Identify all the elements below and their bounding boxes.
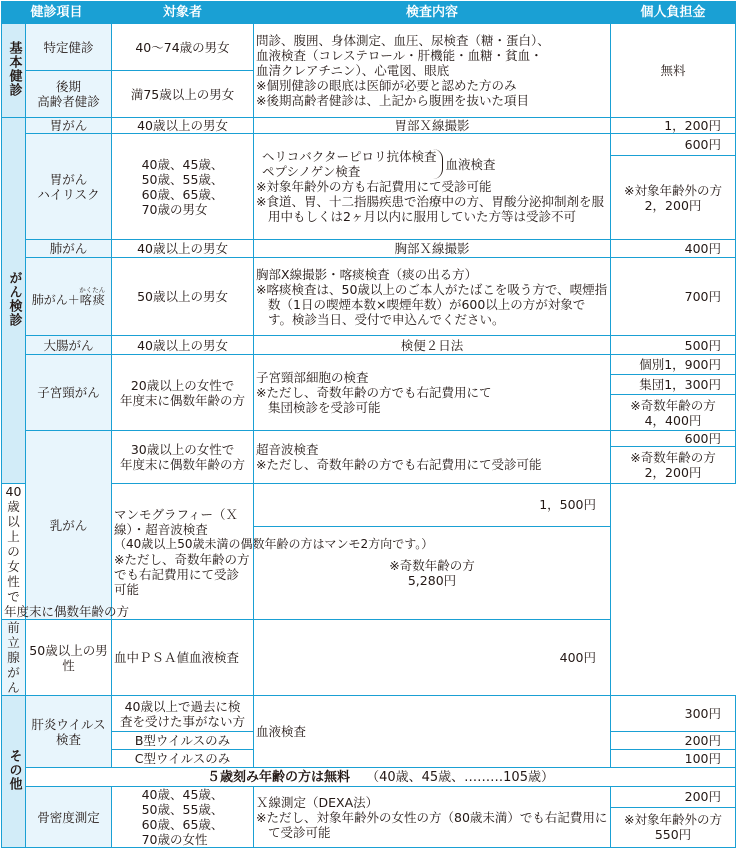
row-stomach-cancer: [2, 118, 736, 134]
row-colon-cancer: [2, 336, 736, 355]
cost-breast-ultrasound: 600円: [611, 431, 736, 447]
item-lung-cancer: 肺がん: [26, 240, 112, 258]
row-cervical-cancer: [2, 355, 736, 375]
cost-cervical-odd: ※奇数年齢の方 4，400円: [611, 395, 736, 431]
content-stomach-cancer: 胃部Ｘ線撮影: [254, 118, 611, 134]
target-specific-checkup: 40～74歳の男女: [112, 24, 254, 71]
blood-test-brace: [262, 149, 443, 179]
header-target: 対象者: [112, 2, 254, 24]
item-hepatitis: 肝炎ウイルス 検査: [26, 696, 112, 768]
cost-lung-sputum: 700円: [611, 258, 736, 336]
basic-content-line: ※個別健診の眼底は医師が必要と認めた方のみ: [256, 78, 517, 93]
cost-lung-cancer: 400円: [611, 240, 736, 258]
free-note-range: （40歳、45歳、………105歳）: [366, 769, 554, 785]
cost-hepatitis-b: 200円: [611, 732, 736, 750]
basic-content-line: 問診、腹囲、身体測定、血圧、尿検査（糖・蛋白）、: [256, 33, 550, 48]
target-prostate-cancer: 50歳以上の男性: [26, 620, 112, 696]
content-stomach-high-risk: [254, 134, 611, 240]
content-lung-cancer: 胸部Ｘ線撮影: [254, 240, 611, 258]
item-stomach-high-risk: 胃がん ハイリスク: [26, 134, 112, 240]
cost-cervical-group: 集団1，300円: [611, 375, 736, 395]
row-lung-sputum: [2, 258, 736, 336]
target-lung-sputum: 50歳以上の男女: [112, 258, 254, 336]
test-pepsinogen: ペプシノゲン検査: [262, 164, 361, 179]
item-late-elderly-checkup: 後期 高齢者健診: [26, 71, 112, 118]
cost-breast-mammography-odd: ※奇数年齢の方 5,280円: [254, 526, 611, 619]
cost-hepatitis-c: 100円: [611, 750, 736, 768]
row-prostate-cancer: [2, 620, 736, 696]
row-breast-mammography: [2, 484, 736, 527]
item-specific-checkup: 特定健診: [26, 24, 112, 71]
cost-breast-mammography: 1，500円: [254, 484, 611, 527]
note-stomach-hr: ※対象年齢外の方も右記費用にて受診可能: [256, 179, 492, 194]
content-breast-mammography: マンモグラフィー（Ｘ線）・超音波検査 （40歳以上50歳未満の偶数年齢の方はマンモ2方向です。） ※ただし、奇数年齢の方でも右記費用にて受診可能: [112, 484, 254, 620]
item-colon-cancer: 大腸がん: [26, 336, 112, 355]
cost-bone-density-other: ※対象年齢外の方 550円: [611, 807, 736, 847]
note-stomach-hr: ※食道、胃、十二指腸疾患で治療中の方、胃酸分泌抑制剤を服用中もしくは2ヶ月以内に服用していた方等は受診不可: [256, 194, 604, 224]
item-stomach-cancer: 胃がん: [26, 118, 112, 134]
target-lung-cancer: 40歳以上の男女: [112, 240, 254, 258]
item-breast-cancer: 乳がん: [26, 431, 112, 620]
content-cervical-cancer: 子宮頸部細胞の検査 ※ただし、奇数年齢の方でも右記費用にて 集団検診を受診可能: [254, 355, 611, 431]
target-breast-ultrasound: 30歳以上の女性で 年度末に偶数年齢の方: [112, 431, 254, 484]
item-prostate-cancer: 前立腺がん: [2, 620, 26, 696]
cost-bone-density: 200円: [611, 787, 736, 808]
target-stomach-cancer: 40歳以上の男女: [112, 118, 254, 134]
row-lung-cancer: [2, 240, 736, 258]
cost-stomach-high-risk: 600円: [611, 134, 736, 156]
cost-stomach-cancer: 1，200円: [611, 118, 736, 134]
item-bone-density: 骨密度測定: [26, 787, 112, 848]
test-blood-label: 血液検査: [445, 156, 496, 172]
content-lung-sputum: 胸部X線撮影・喀痰検査（痰の出る方） ※喀痰検査は、50歳以上のご本人がたばこを吸う方で、喫煙指数（1日の喫煙本数×喫煙年数）が600以上の方が対象です。検診当日、受付で申込んでください。: [254, 258, 611, 336]
cost-breast-ultrasound-odd: ※奇数年齢の方 2，200円: [611, 447, 736, 484]
health-checkup-table: [1, 1, 736, 848]
cost-prostate-cancer: 400円: [254, 620, 611, 696]
basic-content-line: 血清クレアチニン）、心電図、眼底: [256, 63, 450, 78]
basic-content-line: 血液検査（コレステロール・肝機能・血糖・貧血・: [256, 48, 543, 63]
header-item: 健診項目: [2, 2, 112, 24]
header-row: [2, 2, 736, 24]
cost-cervical-individual: 個別1，900円: [611, 355, 736, 375]
content-prostate-cancer: 血中ＰＳＡ値血液検査: [112, 620, 254, 696]
cost-stomach-high-risk-other: ※対象年齢外の方 2，200円: [611, 156, 736, 240]
cost-basic: 無料: [611, 24, 736, 118]
category-basic: 基本健診: [2, 24, 26, 118]
content-bone-density: Ｘ線測定（DEXA法） ※ただし、対象年齢外の女性の方（80歳未満）でも右記費用にて受診可能: [254, 787, 611, 848]
row-hepatitis: [2, 696, 736, 732]
row-free-note: [2, 768, 736, 787]
target-hepatitis-b: B型ウイルスのみ: [112, 732, 254, 750]
target-colon-cancer: 40歳以上の男女: [112, 336, 254, 355]
content-basic: [254, 24, 611, 118]
item-cervical-cancer: 子宮頸がん: [26, 355, 112, 431]
header-content: 検査内容: [254, 2, 611, 24]
cost-colon-cancer: 500円: [611, 336, 736, 355]
category-cancer: がん検診: [2, 118, 26, 484]
category-other: その他: [2, 696, 26, 848]
target-cervical-cancer: 20歳以上の女性で 年度末に偶数年齢の方: [112, 355, 254, 431]
item-lung-sputum: 肺がん＋喀痰かくたん: [26, 258, 112, 336]
row-specific-checkup: [2, 24, 736, 71]
target-stomach-high-risk: 40歳、45歳、 50歳、55歳、 60歳、65歳、 70歳の男女: [112, 134, 254, 240]
target-hepatitis-c: C型ウイルスのみ: [112, 750, 254, 768]
target-breast-mammography: 40歳以上の女性で 年度末に偶数年齢の方: [2, 484, 26, 620]
row-stomach-high-risk: [2, 134, 736, 156]
row-breast-ultrasound: [2, 431, 736, 447]
row-bone-density: [2, 787, 736, 808]
free-note-main: ５歳刻み年齢の方は無料: [207, 769, 351, 785]
target-late-elderly-checkup: 満75歳以上の男女: [112, 71, 254, 118]
target-hepatitis: 40歳以上で過去に検 査を受けた事がない方: [112, 696, 254, 732]
cost-hepatitis: 300円: [611, 696, 736, 732]
target-bone-density: 40歳、45歳、 50歳、55歳、 60歳、65歳、 70歳の女性: [112, 787, 254, 848]
basic-content-line: ※後期高齢者健診は、上記から腹囲を抜いた項目: [256, 93, 529, 108]
free-age-note: [26, 768, 736, 787]
content-colon-cancer: 検便２日法: [254, 336, 611, 355]
header-cost: 個人負担金: [611, 2, 736, 24]
content-breast-ultrasound: 超音波検査 ※ただし、奇数年齢の方でも右記費用にて受診可能: [254, 431, 611, 484]
test-helicobacter: ヘリコバクターピロリ抗体検査: [262, 149, 437, 164]
content-hepatitis: 血液検査: [254, 696, 611, 768]
